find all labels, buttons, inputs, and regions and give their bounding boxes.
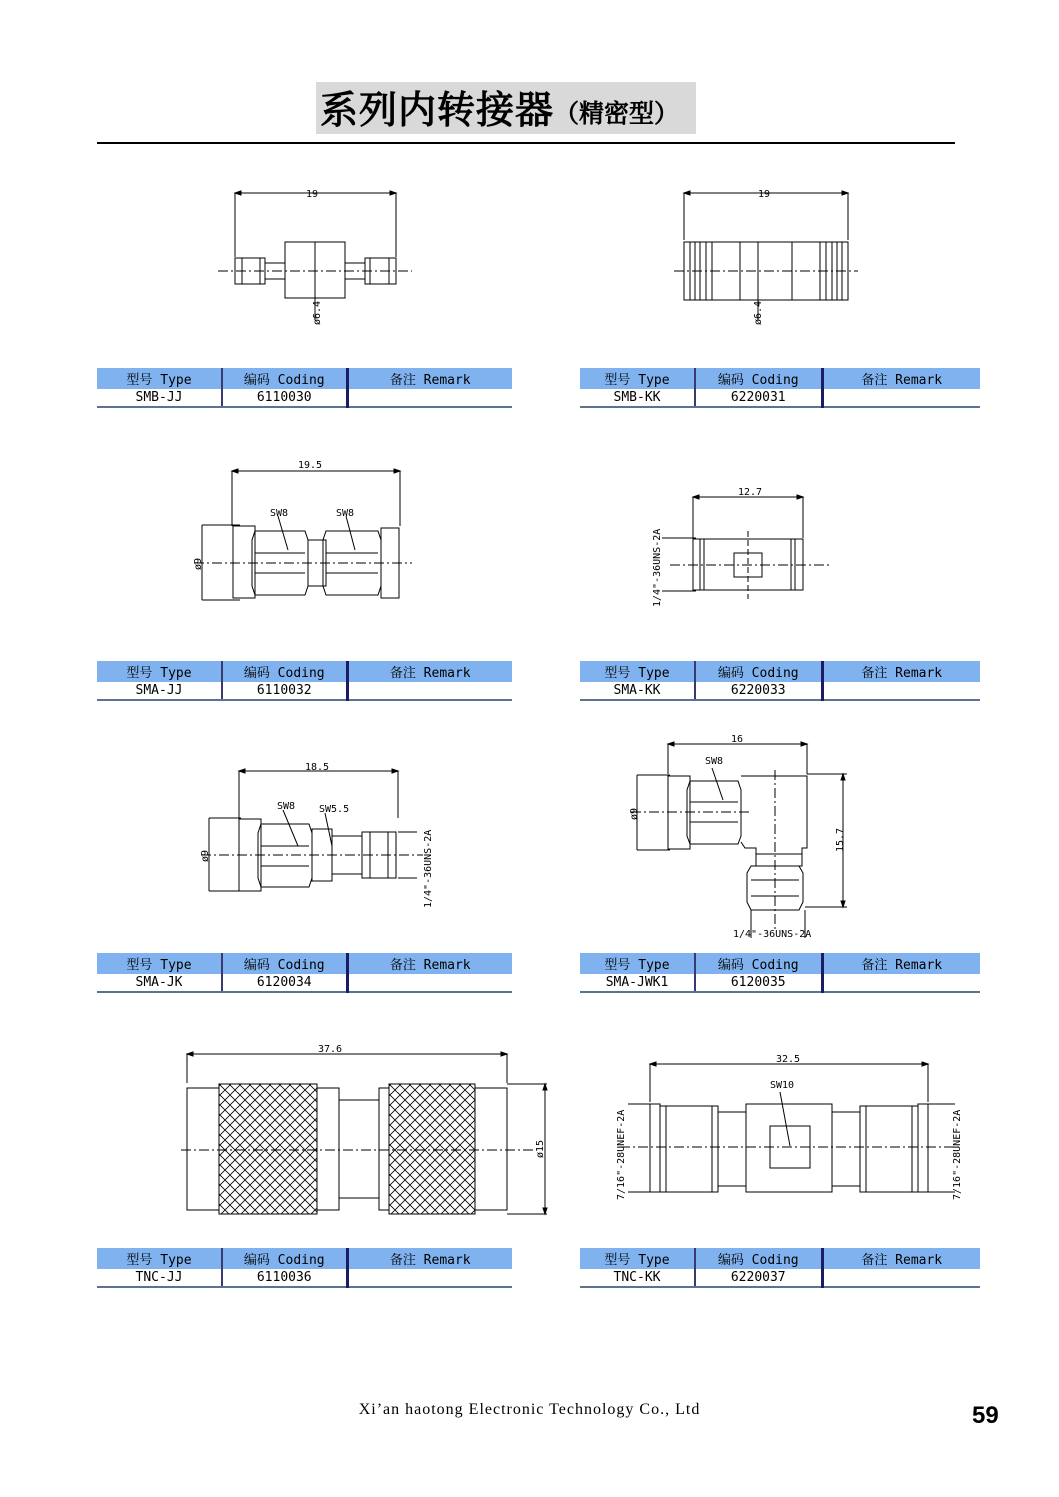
page-number: 59	[972, 1402, 999, 1429]
dim-label: 12.7	[738, 487, 763, 498]
cell-remark	[822, 974, 980, 992]
drawing-smb-kk	[668, 185, 868, 339]
dim-label: 19.5	[298, 460, 323, 471]
drawing-tnc-kk	[610, 1050, 970, 1214]
dim-label: 19	[758, 189, 771, 200]
cell-type: TNC-JJ	[97, 1269, 222, 1287]
header-coding: 编码 Coding	[222, 953, 347, 974]
drawing-sma-jj	[190, 458, 415, 612]
cell-type: SMB-KK	[580, 389, 695, 407]
header-coding: 编码 Coding	[695, 1248, 822, 1269]
cell-coding: 6120035	[695, 974, 822, 992]
header-remark: 备注 Remark	[347, 368, 512, 389]
dim-label: SW8	[270, 508, 289, 519]
cell-remark	[347, 974, 512, 992]
spec-table-sma-jk	[97, 953, 512, 993]
cell-coding: 6110030	[222, 389, 347, 407]
cell-type: TNC-KK	[580, 1269, 695, 1287]
title-underline	[97, 142, 955, 144]
cell-coding: 6110032	[222, 682, 347, 700]
cell-remark	[822, 682, 980, 700]
cell-coding: 6120034	[222, 974, 347, 992]
dim-label: 1/4"-36UNS-2A	[733, 929, 812, 940]
header-remark: 备注 Remark	[347, 661, 512, 682]
dim-label: 18.5	[305, 762, 330, 773]
cell-coding: 6220031	[695, 389, 822, 407]
page-title: 系列内转接器	[320, 88, 555, 132]
header-coding: 编码 Coding	[695, 661, 822, 682]
drawing-sma-jk	[195, 758, 450, 912]
dim-label: SW5.5	[319, 804, 350, 815]
spec-table-sma-kk	[580, 661, 980, 701]
header-type: 型号 Type	[97, 661, 222, 682]
cell-remark	[347, 389, 512, 407]
header-remark: 备注 Remark	[822, 1248, 980, 1269]
dim-label: 19	[306, 189, 319, 200]
drawing-sma-kk	[648, 483, 838, 617]
header-coding: 编码 Coding	[222, 1248, 347, 1269]
dim-label: 15.7	[835, 827, 846, 852]
header-remark: 备注 Remark	[822, 953, 980, 974]
dim-label: SW10	[770, 1080, 795, 1091]
cell-coding: 6220037	[695, 1269, 822, 1287]
dim-label: 16	[731, 734, 744, 745]
cell-coding: 6220033	[695, 682, 822, 700]
dim-label: ø6.4	[312, 300, 323, 325]
cell-coding: 6110036	[222, 1269, 347, 1287]
dim-label: ø15	[535, 1139, 546, 1158]
cell-type: SMA-JK	[97, 974, 222, 992]
cell-remark	[822, 1269, 980, 1287]
header-remark: 备注 Remark	[822, 368, 980, 389]
dim-label: SW8	[705, 756, 724, 767]
drawing-tnc-jj	[175, 1040, 565, 1229]
cell-remark	[347, 1269, 512, 1287]
header-coding: 编码 Coding	[222, 661, 347, 682]
header-coding: 编码 Coding	[222, 368, 347, 389]
dim-label: 7/16"-28UNEF-2A	[616, 1109, 627, 1200]
spec-table-tnc-jj	[97, 1248, 512, 1288]
header-type: 型号 Type	[97, 368, 222, 389]
dim-label: SW8	[277, 801, 296, 812]
dim-label: 1/4"-36UNS-2A	[652, 528, 663, 607]
header-remark: 备注 Remark	[347, 953, 512, 974]
header-type: 型号 Type	[580, 1248, 695, 1269]
dim-label: 37.6	[318, 1044, 343, 1055]
drawing-sma-jwk1	[625, 730, 860, 949]
dim-label: ø9	[200, 849, 211, 862]
header-remark: 备注 Remark	[822, 661, 980, 682]
page-title-box	[316, 82, 696, 134]
page-subtitle: （精密型）	[554, 99, 680, 128]
cell-remark	[822, 389, 980, 407]
footer-company: Xi’an haotong Electronic Technology Co., Ltd	[358, 1401, 701, 1418]
dim-label: ø6.4	[753, 300, 764, 325]
spec-table-tnc-kk	[580, 1248, 980, 1288]
spec-table-smb-jj	[97, 368, 512, 408]
spec-table-sma-jj	[97, 661, 512, 701]
header-type: 型号 Type	[580, 661, 695, 682]
spec-table-sma-jwk1	[580, 953, 980, 993]
dim-label: 7/16"-28UNEF-2A	[952, 1109, 963, 1200]
cell-type: SMB-JJ	[97, 389, 222, 407]
header-type: 型号 Type	[580, 953, 695, 974]
header-coding: 编码 Coding	[695, 953, 822, 974]
cell-type: SMA-JWK1	[580, 974, 695, 992]
dim-label: ø9	[193, 557, 204, 570]
header-type: 型号 Type	[97, 1248, 222, 1269]
header-coding: 编码 Coding	[695, 368, 822, 389]
dim-label: 32.5	[776, 1054, 801, 1065]
dim-label: SW8	[336, 508, 355, 519]
dim-label: 1/4"-36UNS-2A	[423, 829, 434, 908]
cell-type: SMA-JJ	[97, 682, 222, 700]
cell-type: SMA-KK	[580, 682, 695, 700]
header-type: 型号 Type	[580, 368, 695, 389]
header-type: 型号 Type	[97, 953, 222, 974]
dim-label: ø9	[629, 807, 640, 820]
cell-remark	[347, 682, 512, 700]
spec-table-smb-kk	[580, 368, 980, 408]
header-remark: 备注 Remark	[347, 1248, 512, 1269]
drawing-smb-jj	[210, 185, 420, 339]
